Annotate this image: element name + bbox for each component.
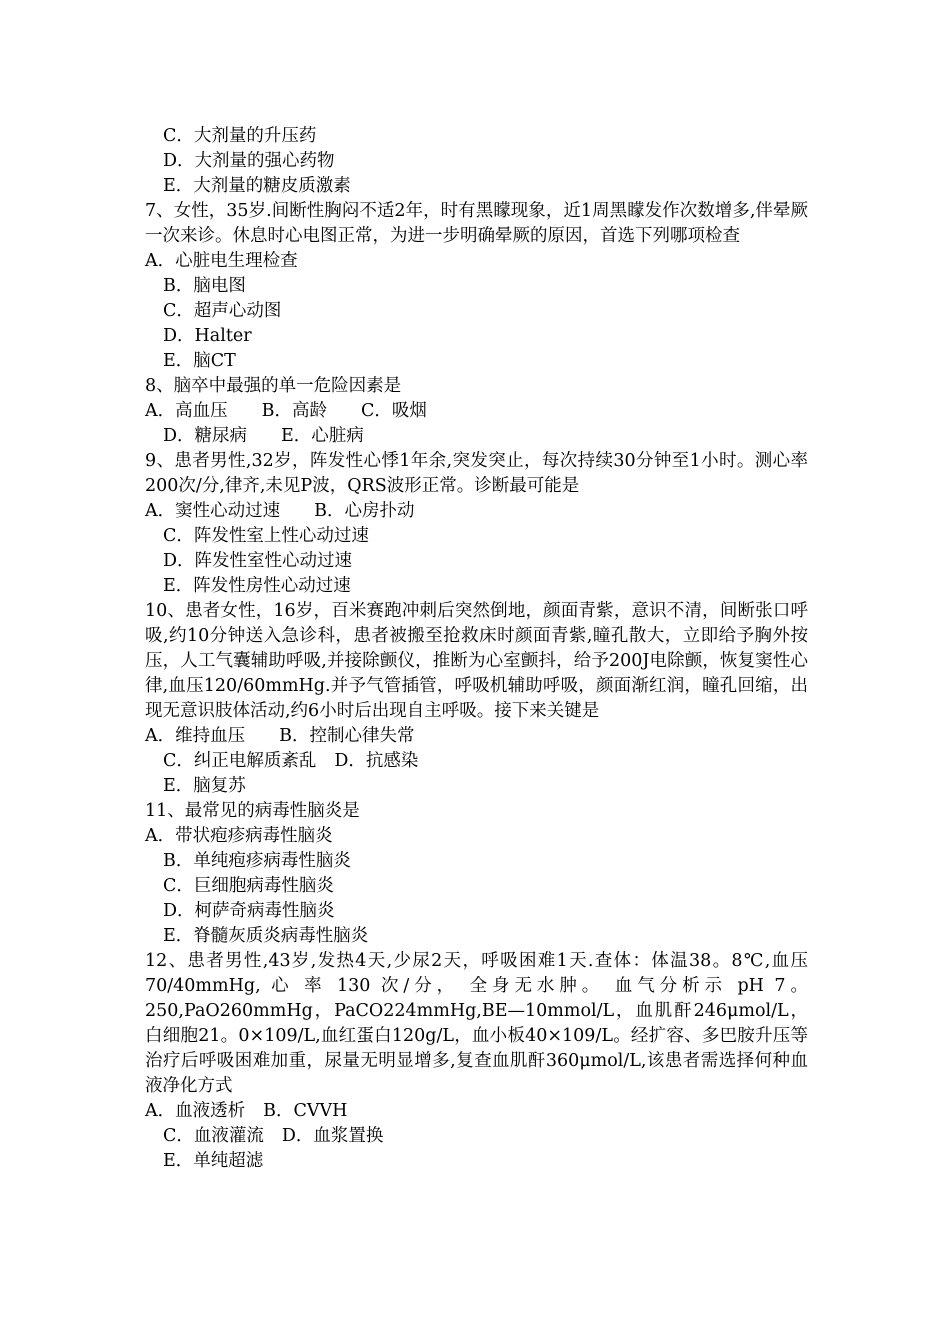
q8-option-d: D．糖尿病 <box>163 426 248 446</box>
document-body <box>145 124 808 1174</box>
q12-option-b: B．CVVH <box>263 1101 348 1121</box>
question-8-stem: 8、脑卒中最强的单一危险因素是 <box>145 376 402 396</box>
q9-option-d: D．阵发性室性心动过速 <box>163 551 353 571</box>
q7-option-d: D．Halter <box>163 326 252 346</box>
q12-options-row-1 <box>145 1099 808 1124</box>
q9-option-b: B．心房扑动 <box>314 501 415 521</box>
q8-option-e: E．心脏病 <box>281 426 364 446</box>
q10-option-e: E．脑复苏 <box>163 776 246 796</box>
question-12-stem: 12、患者男性,43岁,发热4天,少尿2天，呼吸困难1天.查体：体温38。8℃,血压 70/40mmHg, 心 率 130 次/分， 全身无水肿。 血气分析示 pH 7。250,PaO260mmHg，PaCO224mmHg,BE—10mmol/L，血肌酐246μmol/L，白细胞21。0×109/L,血红蛋白120g/L，血小板40×109/L。经扩容、多巴胺升压等治疗后呼吸困难加重，尿量无明显增多,复查血肌酐360μmol/L,该患者需选择何种血液净化方式 <box>145 951 808 1096</box>
q8-option-a: A．高血压 <box>145 401 228 421</box>
q12-option-e: E．单纯超滤 <box>163 1151 264 1171</box>
q7-option-e: E．脑CT <box>163 351 236 371</box>
q7-option-a: A．心脏电生理检查 <box>145 251 298 271</box>
question-9-stem: 9、患者男性,32岁，阵发性心悸1年余,突发突止，每次持续30分钟至1小时。测心率200次/分,律齐,未见P波，QRS波形正常。诊断最可能是 <box>145 451 808 496</box>
q10-option-c: C．纠正电解质紊乱 <box>163 751 317 771</box>
q7-option-b: B．脑电图 <box>163 276 246 296</box>
q12-options-row-2 <box>145 1124 808 1149</box>
question-11-stem: 11、最常见的病毒性脑炎是 <box>145 801 360 821</box>
q12-option-d: D．血浆置换 <box>281 1126 384 1146</box>
q10-options-row-1 <box>145 724 808 749</box>
option-e-previous: E．大剂量的糖皮质激素 <box>163 176 351 196</box>
q8-options-row-2 <box>145 424 808 449</box>
option-d-previous: D．大剂量的强心药物 <box>163 151 335 171</box>
question-7-stem: 7、女性，35岁.间断性胸闷不适2年，时有黑矇现象，近1周黑矇发作次数增多,伴晕厥一次来诊。休息时心电图正常，为进一步明确晕厥的原因，首选下列哪项检查 <box>145 201 808 246</box>
q8-option-c: C．吸烟 <box>361 401 427 421</box>
q11-option-d: D．柯萨奇病毒性脑炎 <box>163 901 335 921</box>
q8-options-row-1 <box>145 399 808 424</box>
q12-option-c: C．血液灌流 <box>163 1126 264 1146</box>
q11-option-b: B．单纯疱疹病毒性脑炎 <box>163 851 351 871</box>
q12-option-a: A．血液透析 <box>145 1101 246 1121</box>
q11-option-c: C．巨细胞病毒性脑炎 <box>163 876 334 896</box>
q9-options-row-1 <box>145 499 808 524</box>
option-c-previous: C．大剂量的升压药 <box>163 126 317 146</box>
q9-option-a: A．窦性心动过速 <box>145 501 281 521</box>
q9-option-e: E．阵发性房性心动过速 <box>163 576 351 596</box>
q10-option-d: D．抗感染 <box>334 751 419 771</box>
q9-option-c: C．阵发性室上性心动过速 <box>163 526 369 546</box>
q11-option-e: E．脊髓灰质炎病毒性脑炎 <box>163 926 369 946</box>
q11-option-a: A．带状疱疹病毒性脑炎 <box>145 826 333 846</box>
q10-option-a: A．维持血压 <box>145 726 246 746</box>
q8-option-b: B．高龄 <box>261 401 328 421</box>
q7-option-c: C．超声心动图 <box>163 301 282 321</box>
q10-options-row-2 <box>145 749 808 774</box>
question-10-stem: 10、患者女性，16岁，百米赛跑冲刺后突然倒地，颜面青紫，意识不清，间断张口呼吸,约10分钟送入急诊科，患者被搬至抢救床时颜面青紫,瞳孔散大，立即给予胸外按压，人工气囊辅助呼吸,并接除颤仪，推断为心室颤抖，给予200J电除颤，恢复窦性心律,血压120/60mmHg.并予气管插管，呼吸机辅助呼吸，颜面渐红润，瞳孔回缩，出现无意识肢体活动,约6小时后出现自主呼吸。接下来关键是 <box>145 601 808 721</box>
q10-option-b: B．控制心律失常 <box>279 726 415 746</box>
